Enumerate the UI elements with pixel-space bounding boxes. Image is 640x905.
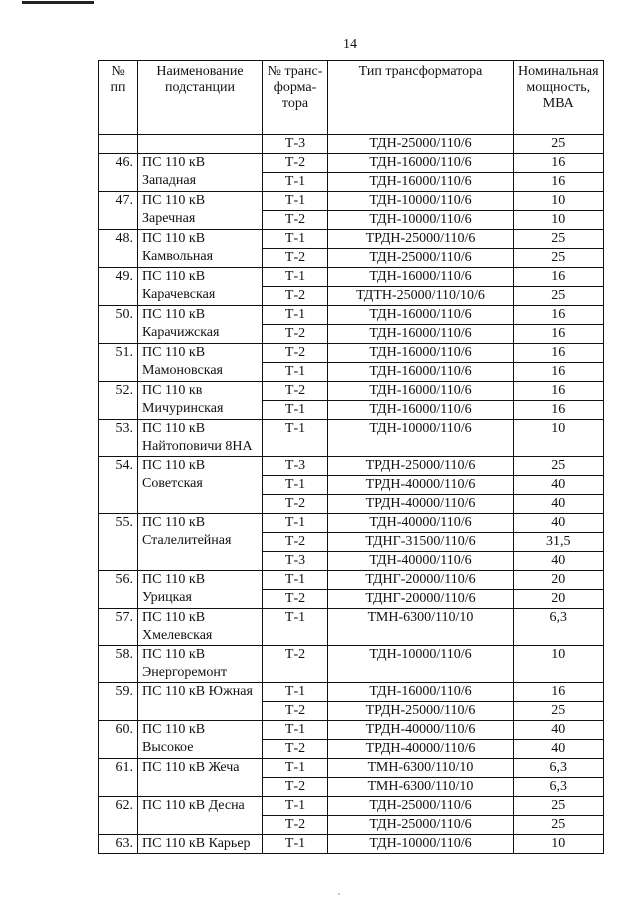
row-number: 47. (99, 192, 138, 230)
transformer-number: Т-1 (263, 363, 328, 382)
header-rated-power: Номинальная мощность, МВА (514, 61, 604, 135)
transformer-number: Т-2 (263, 740, 328, 759)
table-row (99, 514, 604, 533)
transformer-type: ТРДН-40000/110/6 (328, 495, 514, 514)
header-transformer-type: Тип трансформатора (328, 61, 514, 135)
table-row (99, 721, 604, 740)
table-body (99, 135, 604, 854)
row-number: 51. (99, 344, 138, 382)
table-row (99, 154, 604, 173)
table-row (99, 609, 604, 646)
transformer-type: ТДН-40000/110/6 (328, 514, 514, 533)
transformer-number: Т-1 (263, 401, 328, 420)
row-number: 60. (99, 721, 138, 759)
transformer-number: Т-2 (263, 778, 328, 797)
transformer-type: ТРДН-40000/110/6 (328, 476, 514, 495)
transformer-type: ТРДН-25000/110/6 (328, 230, 514, 249)
table-row (99, 306, 604, 325)
rated-power: 16 (514, 325, 604, 344)
row-number: 48. (99, 230, 138, 268)
transformer-number: Т-1 (263, 609, 328, 646)
table-row (99, 457, 604, 476)
transformer-number: Т-2 (263, 211, 328, 230)
transformer-number: Т-1 (263, 230, 328, 249)
transformer-type: ТДН-16000/110/6 (328, 306, 514, 325)
transformer-number: Т-2 (263, 495, 328, 514)
transformer-number: Т-1 (263, 683, 328, 702)
row-number: 62. (99, 797, 138, 835)
substation-name: ПС 110 кВ Заречная (138, 192, 263, 230)
substation-name: ПС 110 кВ Карачевская (138, 268, 263, 306)
table-row (99, 835, 604, 854)
transformer-type: ТДН-16000/110/6 (328, 363, 514, 382)
table-row (99, 268, 604, 287)
transformer-type: ТДН-25000/110/6 (328, 797, 514, 816)
transformer-type: ТДН-10000/110/6 (328, 646, 514, 683)
transformer-type: ТДН-10000/110/6 (328, 835, 514, 854)
rated-power: 25 (514, 702, 604, 721)
rated-power: 40 (514, 552, 604, 571)
transformer-type: ТДНГ-20000/110/6 (328, 571, 514, 590)
rated-power: 25 (514, 287, 604, 306)
transformer-type: ТДН-40000/110/6 (328, 552, 514, 571)
transformer-number: Т-1 (263, 514, 328, 533)
row-number: 54. (99, 457, 138, 514)
substation-name: ПС 110 кВ Западная (138, 154, 263, 192)
table-row (99, 646, 604, 683)
row-number: 46. (99, 154, 138, 192)
table-row (99, 135, 604, 154)
transformer-type: ТРДН-40000/110/6 (328, 721, 514, 740)
header-num: № пп (99, 61, 138, 135)
transformer-number: Т-1 (263, 835, 328, 854)
transformer-type: ТДНГ-20000/110/6 (328, 590, 514, 609)
transformer-type: ТДН-25000/110/6 (328, 249, 514, 268)
rated-power: 40 (514, 740, 604, 759)
rated-power: 20 (514, 590, 604, 609)
substation-name: ПС 110 кВ Десна (138, 797, 263, 835)
rated-power: 10 (514, 192, 604, 211)
table-row (99, 230, 604, 249)
transformer-number: Т-1 (263, 571, 328, 590)
rated-power: 16 (514, 401, 604, 420)
rated-power: 31,5 (514, 533, 604, 552)
rated-power: 40 (514, 721, 604, 740)
transformer-type: ТДН-16000/110/6 (328, 344, 514, 363)
transformer-number: Т-2 (263, 702, 328, 721)
rated-power: 20 (514, 571, 604, 590)
transformer-number: Т-3 (263, 457, 328, 476)
top-rule (22, 1, 94, 4)
substation-name: ПС 110 кВ Жеча (138, 759, 263, 797)
substation-name: ПС 110 кВ Сталелитейная (138, 514, 263, 571)
substation-name: ПС 110 кВ Камвольная (138, 230, 263, 268)
rated-power: 25 (514, 457, 604, 476)
transformer-number: Т-2 (263, 533, 328, 552)
substation-name: ПС 110 кВ Найтоповичи 8НА (138, 420, 263, 457)
transformer-number: Т-3 (263, 552, 328, 571)
transformer-number: Т-1 (263, 797, 328, 816)
transformer-number: Т-1 (263, 192, 328, 211)
header-transformer-number: № транс- форма- тора (263, 61, 328, 135)
substation-transformer-table (98, 60, 604, 854)
transformer-type: ТДН-16000/110/6 (328, 325, 514, 344)
transformer-number: Т-2 (263, 344, 328, 363)
transformer-number: Т-1 (263, 759, 328, 778)
substation-name: ПС 110 кВ Энергоремонт (138, 646, 263, 683)
table-row (99, 683, 604, 702)
transformer-type: ТДН-16000/110/6 (328, 382, 514, 401)
transformer-number: Т-1 (263, 306, 328, 325)
rated-power: 6,3 (514, 609, 604, 646)
row-number: 59. (99, 683, 138, 721)
scan-speck (338, 893, 340, 895)
rated-power: 16 (514, 344, 604, 363)
rated-power: 16 (514, 154, 604, 173)
table-row (99, 420, 604, 457)
transformer-type: ТДН-25000/110/6 (328, 135, 514, 154)
rated-power: 16 (514, 683, 604, 702)
substation-name: ПС 110 кВ Мамоновская (138, 344, 263, 382)
row-number: 52. (99, 382, 138, 420)
rated-power: 16 (514, 173, 604, 192)
table-row (99, 797, 604, 816)
transformer-number: Т-2 (263, 287, 328, 306)
transformer-number: Т-2 (263, 325, 328, 344)
table-row (99, 571, 604, 590)
rated-power: 10 (514, 420, 604, 457)
row-number: 55. (99, 514, 138, 571)
substation-name: ПС 110 кВ Карьер (138, 835, 263, 854)
substation-name: ПС 110 кВ Советская (138, 457, 263, 514)
rated-power: 40 (514, 476, 604, 495)
rated-power: 25 (514, 135, 604, 154)
row-number: 50. (99, 306, 138, 344)
substation-name: ПС 110 кВ Южная (138, 683, 263, 721)
transformer-type: ТДН-10000/110/6 (328, 192, 514, 211)
row-number: 53. (99, 420, 138, 457)
transformer-number: Т-2 (263, 816, 328, 835)
row-number: 61. (99, 759, 138, 797)
transformer-type: ТДТН-25000/110/10/6 (328, 287, 514, 306)
transformer-number: Т-2 (263, 154, 328, 173)
substation-name: ПС 110 кВ Хмелевская (138, 609, 263, 646)
transformer-type: ТДН-16000/110/6 (328, 268, 514, 287)
rated-power: 10 (514, 211, 604, 230)
header-substation-name: Наименование подстанции (138, 61, 263, 135)
rated-power: 40 (514, 495, 604, 514)
page-number: 14 (343, 37, 357, 52)
rated-power: 25 (514, 797, 604, 816)
rated-power: 6,3 (514, 778, 604, 797)
rated-power: 16 (514, 363, 604, 382)
substation-name (138, 135, 263, 154)
row-number: 57. (99, 609, 138, 646)
table-row (99, 382, 604, 401)
transformer-type: ТРДН-25000/110/6 (328, 702, 514, 721)
substation-name: ПС 110 кВ Урицкая (138, 571, 263, 609)
rated-power: 25 (514, 249, 604, 268)
transformer-number: Т-3 (263, 135, 328, 154)
transformer-number: Т-1 (263, 721, 328, 740)
substation-name: ПС 110 кв Мичуринская (138, 382, 263, 420)
transformer-type: ТДН-10000/110/6 (328, 211, 514, 230)
transformer-number: Т-2 (263, 646, 328, 683)
row-number: 63. (99, 835, 138, 854)
substation-name: ПС 110 кВ Высокое (138, 721, 263, 759)
transformer-type: ТДН-16000/110/6 (328, 683, 514, 702)
transformer-number: Т-1 (263, 268, 328, 287)
rated-power: 10 (514, 835, 604, 854)
transformer-number: Т-1 (263, 420, 328, 457)
transformer-type: ТМН-6300/110/10 (328, 778, 514, 797)
row-number: 49. (99, 268, 138, 306)
transformer-type: ТДН-10000/110/6 (328, 420, 514, 457)
substation-name: ПС 110 кВ Карачижская (138, 306, 263, 344)
row-number: 58. (99, 646, 138, 683)
header-row (99, 61, 604, 135)
transformer-number: Т-1 (263, 173, 328, 192)
rated-power: 16 (514, 268, 604, 287)
rated-power: 16 (514, 382, 604, 401)
row-number (99, 135, 138, 154)
table-row (99, 344, 604, 363)
transformer-type: ТРДН-40000/110/6 (328, 740, 514, 759)
transformer-number: Т-2 (263, 249, 328, 268)
transformer-type: ТМН-6300/110/10 (328, 609, 514, 646)
transformer-type: ТДН-16000/110/6 (328, 401, 514, 420)
transformer-number: Т-2 (263, 590, 328, 609)
transformer-type: ТДН-16000/110/6 (328, 154, 514, 173)
rated-power: 40 (514, 514, 604, 533)
transformer-type: ТРДН-25000/110/6 (328, 457, 514, 476)
table-row (99, 192, 604, 211)
rated-power: 25 (514, 816, 604, 835)
transformer-type: ТДНГ-31500/110/6 (328, 533, 514, 552)
rated-power: 16 (514, 306, 604, 325)
transformer-number: Т-1 (263, 476, 328, 495)
transformer-number: Т-2 (263, 382, 328, 401)
transformer-type: ТДН-25000/110/6 (328, 816, 514, 835)
rated-power: 6,3 (514, 759, 604, 778)
rated-power: 25 (514, 230, 604, 249)
transformer-type: ТДН-16000/110/6 (328, 173, 514, 192)
row-number: 56. (99, 571, 138, 609)
rated-power: 10 (514, 646, 604, 683)
transformer-type: ТМН-6300/110/10 (328, 759, 514, 778)
table-row (99, 759, 604, 778)
